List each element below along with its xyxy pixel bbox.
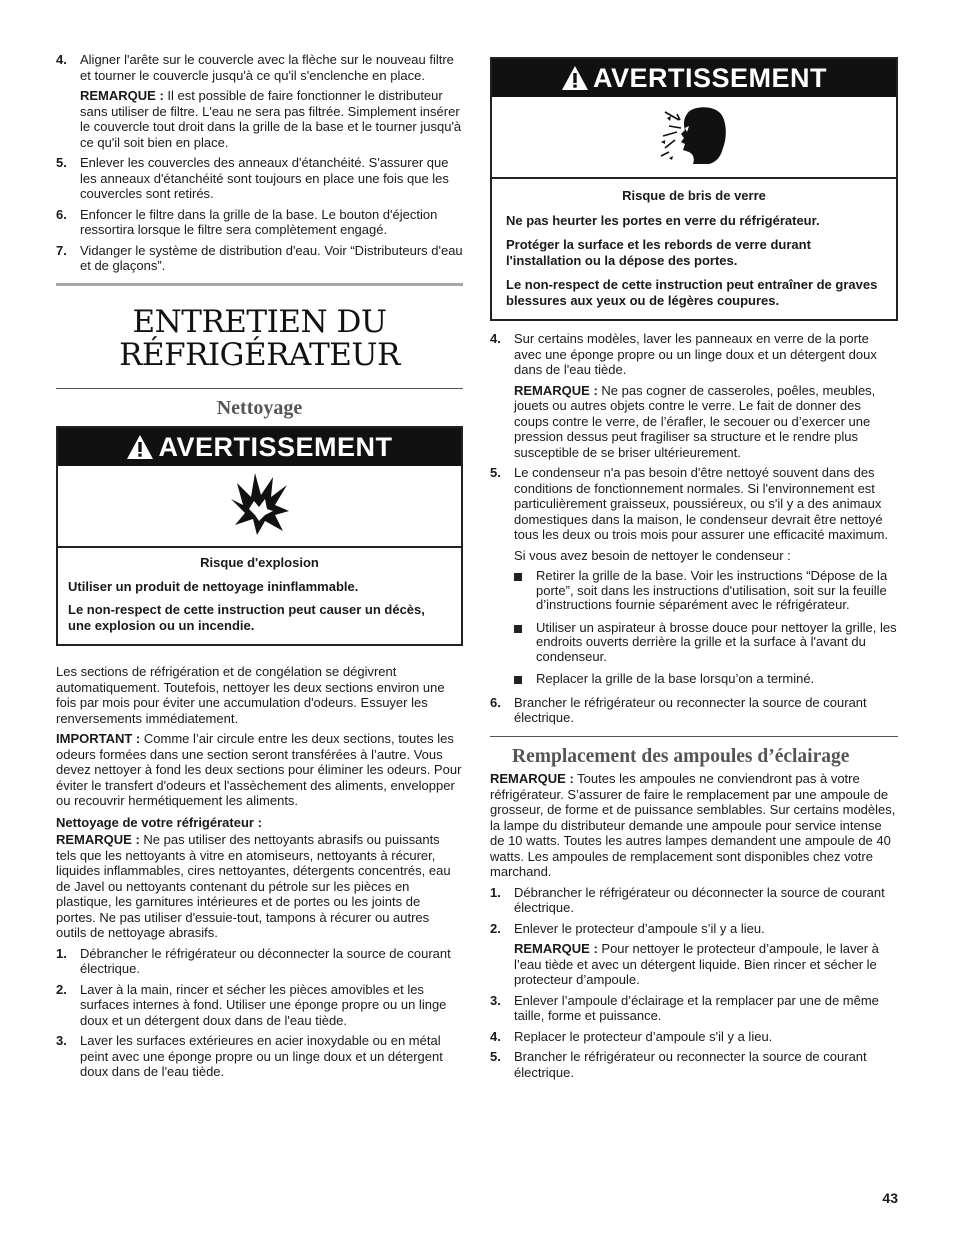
step-number: 2. [490, 920, 501, 936]
bulbs-intro-paragraph [490, 771, 898, 880]
warning-triangle-icon [561, 65, 589, 91]
step-text: Sur certains modèles, laver les panneaux en verre de la porte avec une éponge propre ou un linge doux et un détergent doux dans de l'eau tiède. [514, 331, 877, 377]
step-item [56, 946, 463, 977]
warning-line: Le non-respect de cette instruction peut entraîner de graves blessures aux yeux ou de légères coupures. [506, 277, 878, 308]
page-number: 43 [882, 1190, 898, 1206]
list-item-text: Replacer la grille de la base lorsqu’on a terminé. [536, 671, 815, 686]
step-text: Débrancher le réfrigérateur ou déconnecter la source de courant électrique. [514, 884, 885, 915]
section-subtitle: Nettoyage [216, 396, 303, 419]
step-item [56, 1033, 463, 1080]
step-item [56, 243, 463, 274]
warning-text [492, 179, 896, 319]
section-divider [490, 736, 898, 737]
warning-line: Protéger la surface et les rebords de verre durant l'installation ou la dépose des portes. [506, 237, 811, 268]
left-column [56, 52, 463, 1085]
step-number: 4. [490, 1028, 501, 1044]
cleaning-note [56, 832, 463, 941]
step-text: Aligner l'arête sur le couvercle avec la flèche sur le nouveau filtre et tourner le couvercle jusqu'à ce qu'il s'enclenche en place. [80, 52, 454, 83]
intro-paragraph: Les sections de réfrigération et de congélation se dégivrent automatiquement. Toutefois, nettoyer les deux sections environ une fois par mois pour éviter une accumulation d'odeurs. Essuyer les renversements immédiatement. [56, 664, 445, 726]
warning-header [492, 59, 896, 97]
step-text: Replacer le protecteur d’ampoule s'il y a lieu. [514, 1028, 773, 1044]
step-number: 5. [56, 155, 67, 170]
step-number: 6. [56, 206, 67, 222]
section-subtitle: Remplacement des ampoules d’éclairage [512, 745, 850, 767]
eye-injury-icon [657, 104, 731, 170]
right-column [490, 57, 898, 1085]
step-text: Enlever l’ampoule d’éclairage et la remplacer par une de même taille, forme et puissance. [514, 992, 879, 1023]
note-text: Pour nettoyer le protecteur d’ampoule, le laver à l’eau tiède et avec un détergent liquide. Bien rincer et sécher le protecteur d’ampoule. [514, 941, 879, 987]
important-paragraph [56, 731, 463, 809]
title-line-2: RÉFRIGÉRATEUR [119, 336, 400, 373]
note-label: REMARQUE : [80, 88, 164, 103]
step-number: 6. [490, 694, 501, 710]
risk-title: Risque d'explosion [200, 555, 319, 570]
step-number: 4. [56, 52, 67, 67]
step-item [490, 331, 898, 460]
condenser-bullet-list [512, 569, 898, 687]
step-item [490, 993, 898, 1024]
step-text: Débrancher le réfrigérateur ou déconnecter la source de courant électrique. [80, 945, 451, 976]
list-item-text: Utiliser un aspirateur à brosse douce pour nettoyer la grille, les endroits ouverts derrière la grille et la surface à l'avant du condenseur. [536, 619, 897, 664]
step-item [56, 982, 463, 1029]
note-label: REMARQUE : [56, 832, 140, 847]
step-number: 3. [56, 1033, 67, 1048]
step-number: 4. [490, 331, 501, 346]
warning-line: Le non-respect de cette instruction peut causer un décès, une explosion ou un incendie. [68, 602, 425, 633]
cleaning-heading: Nettoyage de votre réfrigérateur : [56, 814, 262, 830]
step-note [80, 88, 463, 150]
explosion-warning-box [56, 426, 463, 646]
risk-title: Risque de bris de verre [622, 188, 766, 203]
important-label: IMPORTANT : [56, 731, 141, 746]
step-item [56, 52, 463, 150]
list-item [512, 569, 898, 613]
important-text: Comme l’air circule entre les deux sections, toutes les odeurs formées dans une section seront transférées à l’autre. Vous devez nettoyer à fond les deux sections pour éliminer les odeurs. Pour éviter le transfert d'odeurs et l'assèchement des aliments, envelopper ou recouvrir hermétiquement les aliments. [56, 731, 462, 808]
step-note [514, 383, 898, 461]
explosion-hazard-area [58, 466, 461, 548]
step-text: Enfoncer le filtre dans la grille de la base. Le bouton d'éjection ressortira lorsque le filtre sera complètement engagé. [80, 206, 438, 237]
step-number: 5. [490, 465, 501, 480]
step-number: 3. [490, 992, 501, 1008]
note-text: Ne pas cogner de casseroles, poêles, meubles, jouets ou autres objets contre le verre. Le fait de donner des coups contre le verre, de l’érafler, le secouer ou d’exercer une pression dessus peut fragiliser sa structure et le rendre plus susceptible de se briser ultérieurement. [514, 382, 876, 460]
step-text: Laver les surfaces extérieures en acier inoxydable ou en métal peint avec une éponge propre ou un linge doux et un détergent doux dans de l'eau tiède. [80, 1033, 443, 1079]
title-divider [56, 388, 463, 389]
step-item [56, 207, 463, 238]
warning-header [58, 428, 461, 466]
bullet-square-icon [514, 625, 522, 633]
list-item [512, 672, 898, 687]
step-number: 7. [56, 242, 67, 258]
step-text: Enlever les couvercles des anneaux d'étanchéité. S'assurer que les anneaux d'étanchéité sont toujours en place une fois que les couvercles sont retirés. [80, 155, 449, 201]
step-text: Vidanger le système de distribution d'eau. Voir “Distributeurs d'eau et de glaçons”. [80, 242, 463, 273]
list-item [512, 621, 898, 665]
step-number: 1. [56, 945, 67, 961]
step-item [56, 155, 463, 202]
bullet-square-icon [514, 676, 522, 684]
step-text: Le condenseur n'a pas besoin d'être nettoyé souvent dans des conditions de fonctionnement normales. Si l'environnement est particulièrement graisseux, poussiéreux, ou s'il y a des animaux domestiques dans la maison, le condenseur devrait être nettoyé tous les deux ou trois mois pour assurer une efficacité maximum. [514, 465, 889, 542]
step-item [490, 1049, 898, 1080]
list-item-text: Retirer la grille de la base. Voir les instructions “Dépose de la porte”, soit dans les instructions d'utilisation, soit sur la feuille d’instructions fournie séparément avec le réfrigérateur. [536, 568, 888, 612]
glass-hazard-area [492, 97, 896, 179]
step-subtext: Si vous avez besoin de nettoyer le condenseur : [514, 547, 791, 563]
bullet-square-icon [514, 573, 522, 581]
note-label: REMARQUE : [514, 382, 598, 398]
warning-line: Utiliser un produit de nettoyage ininflammable. [68, 579, 359, 594]
step-item [490, 1029, 898, 1045]
step-item [490, 885, 898, 916]
glass-warning-box [490, 57, 898, 321]
note-text: Il est possible de faire fonctionner le distributeur sans utiliser de filtre. L'eau ne sera pas filtrée. Simplement insérer le couvercle tout droit dans la grille de la base et le tourner jusqu'à ce qu'il soit bien en place. [80, 88, 462, 150]
step-number: 5. [490, 1049, 501, 1064]
step-text: Brancher le réfrigérateur ou reconnecter la source de courant électrique. [514, 694, 867, 725]
note-text: Ne pas utiliser des nettoyants abrasifs ou puissants tels que les nettoyants à vitre en atomiseurs, nettoyants à récurer, liquides inflammables, cires nettoyantes, détergents concentrés, eau de Javel ou nettoyants contenant du pétrole sur les pièces en plastique, les garnitures intérieures et de portes ou les joints de portes. Ne pas utiliser d'essuie-tout, tampons à récurer ou autres outils de nettoyage abrasifs. [56, 832, 451, 940]
explosion-icon [227, 471, 293, 541]
step-item [490, 695, 898, 726]
warning-triangle-icon [126, 434, 154, 460]
step-text: Laver à la main, rincer et sécher les pièces amovibles et les surfaces internes à fond. Utiliser une éponge propre ou un linge doux et un détergent doux dans de l'eau tiède. [80, 981, 447, 1028]
step-item [490, 465, 898, 563]
step-note [514, 941, 898, 988]
warning-header-label: AVERTISSEMENT [592, 63, 828, 93]
step-number: 1. [490, 884, 501, 900]
page-title [56, 286, 463, 388]
warning-header-label: AVERTISSEMENT [158, 432, 393, 462]
step-item [490, 921, 898, 988]
step-text: Enlever le protecteur d’ampoule s’il y a lieu. [514, 920, 765, 936]
step-text: Brancher le réfrigérateur ou reconnecter la source de courant électrique. [514, 1049, 867, 1080]
warning-line: Ne pas heurter les portes en verre du réfrigérateur. [506, 213, 820, 228]
note-label: REMARQUE : [514, 941, 598, 956]
warning-text [58, 548, 461, 644]
title-line-1: ENTRETIEN DU [132, 303, 387, 340]
note-label: REMARQUE : [490, 771, 574, 786]
note-text: Toutes les ampoules ne conviendront pas à votre réfrigérateur. S’assurer de faire le remplacement par une ampoule de grosseur, de forme et de puissance semblables. Sur certains modèles, la lampe du distributeur demande une ampoule pour service intense de 10 watts. Toutes les autres lampes demandent une ampoule de 40 watts. Les ampoules de remplacement sont disponibles chez votre marchand. [490, 771, 896, 879]
step-number: 2. [56, 981, 67, 997]
